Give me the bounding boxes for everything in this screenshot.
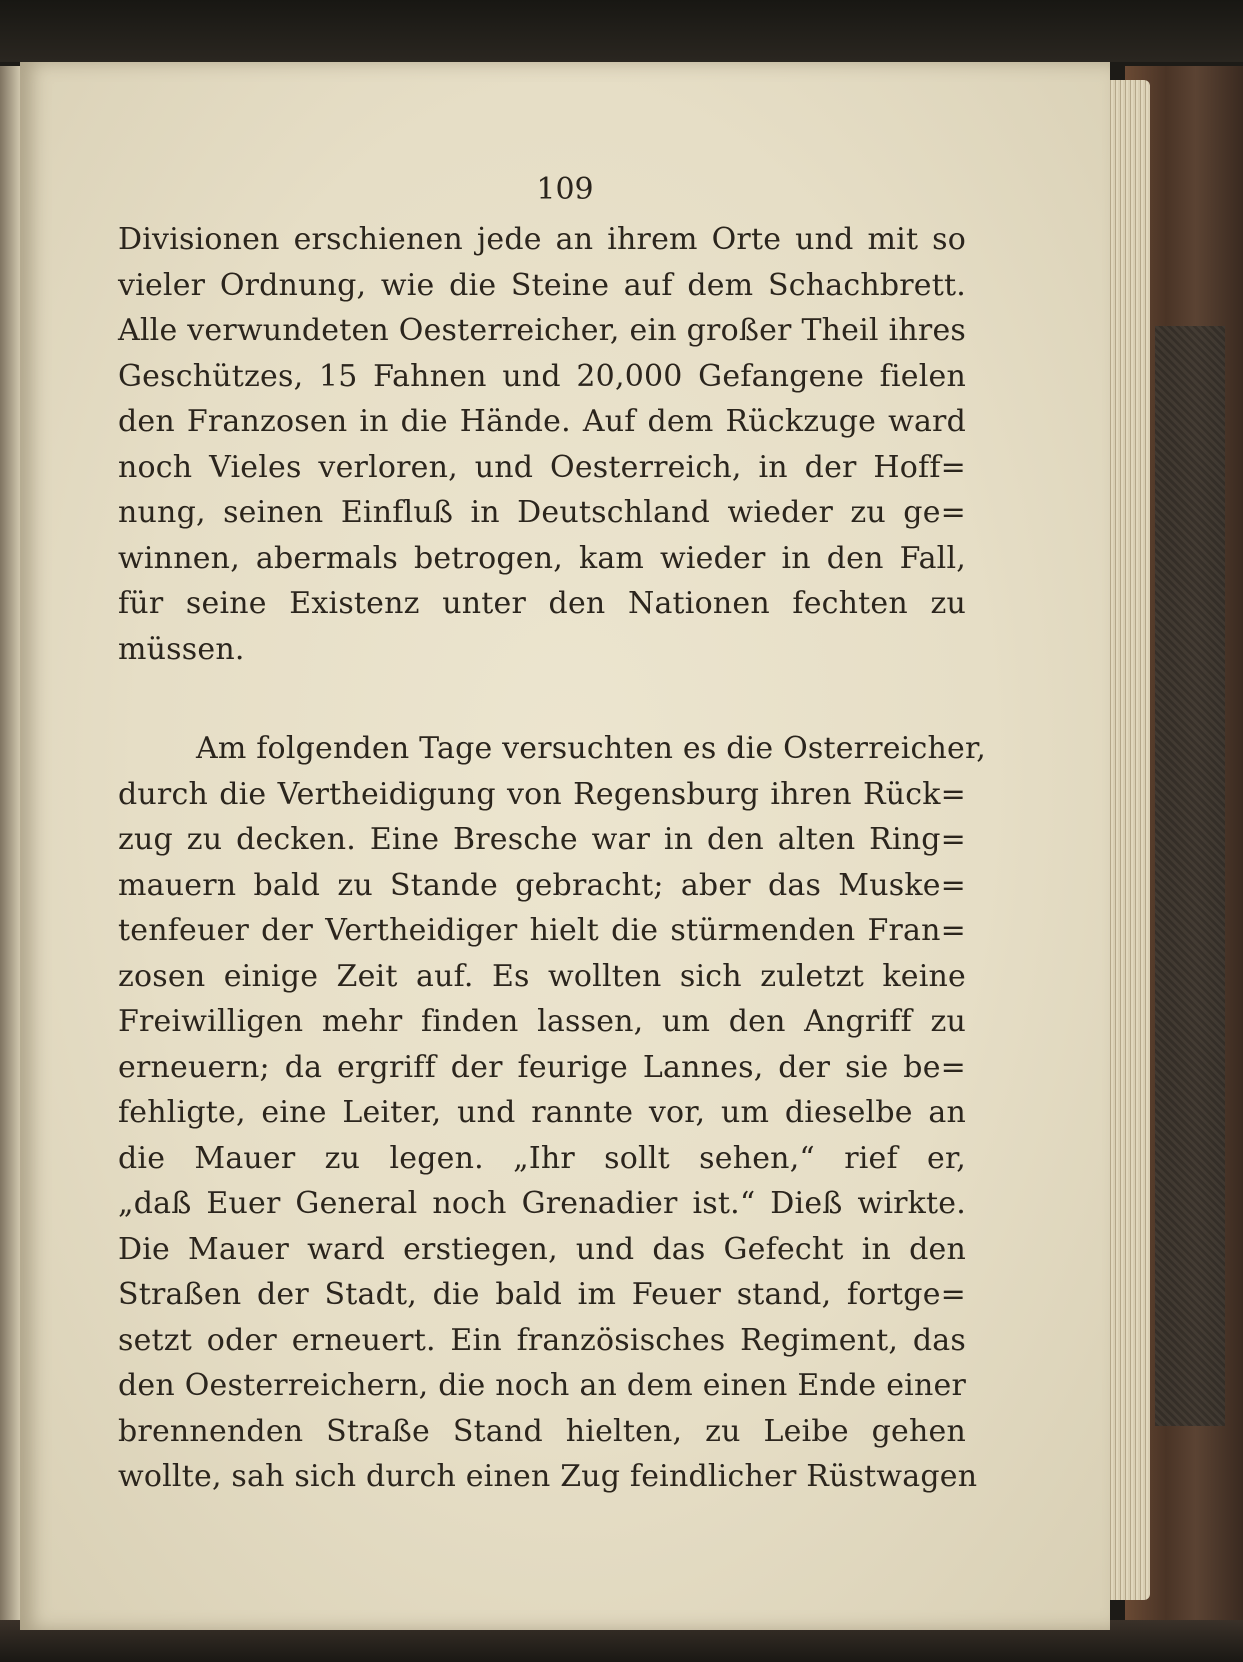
text-line: fehligte, eine Leiter, und rannte vor, um dieselbe an	[118, 1095, 966, 1130]
text-line: zosen einige Zeit auf. Es wollten sich zuletzt keine	[118, 958, 966, 994]
text-line: Freiwilligen mehr finden lassen, um den Angriff zu	[118, 1004, 966, 1039]
book-page	[20, 62, 1110, 1630]
text-line: Alle verwundeten Oesterreicher, ein großer Theil ihres	[118, 313, 966, 348]
text-line: Straßen der Stadt, die bald im Feuer stand, fortge=	[118, 1277, 966, 1312]
text-line: noch Vieles verloren, und Oesterreich, in der Hoff=	[118, 449, 966, 485]
paragraph-1	[118, 217, 966, 672]
text-line: Geschützes, 15 Fahnen und 20,000 Gefangene fielen	[118, 358, 966, 394]
text-line: „daß Euer General noch Grenadier ist.“ Dieß wirkte.	[118, 1186, 966, 1221]
facing-page-edge	[0, 66, 21, 1626]
text-line: zug zu decken. Eine Bresche war in den alten Ring=	[118, 822, 966, 857]
text-line: die Mauer zu legen. „Ihr sollt sehen,“ rief er,	[118, 1140, 966, 1176]
text-line: tenfeuer der Vertheidiger hielt die stürmenden Fran=	[118, 913, 966, 948]
text-line: nung, seinen Einfluß in Deutschland wieder zu ge=	[118, 495, 966, 530]
page-number: 109	[536, 172, 594, 207]
text-line: Divisionen erschienen jede an ihrem Orte und mit so	[118, 222, 966, 257]
text-line: Am folgenden Tage versuchten es die Osterreicher,	[196, 731, 986, 766]
text-line: durch die Vertheidigung von Regensburg ihren Rück=	[118, 776, 966, 812]
text-line: Die Mauer ward erstiegen, und das Gefecht in den	[118, 1231, 966, 1267]
text-line: wollte, sah sich durch einen Zug feindlicher Rüstwagen	[118, 1459, 978, 1494]
paragraph-gap	[118, 672, 966, 726]
page-edges	[1108, 80, 1150, 1600]
text-line: setzt oder erneuert. Ein französisches Regiment, das	[118, 1322, 966, 1358]
text-line: mauern bald zu Stande gebracht; aber das Muske=	[118, 867, 966, 903]
text-line: den Oesterreichern, die noch an dem einen Ende einer	[118, 1368, 966, 1403]
text-line: brennenden Straße Stand hielten, zu Leibe gehen	[118, 1413, 966, 1449]
text-line: müssen.	[118, 631, 245, 667]
binding-top-edge	[0, 0, 1243, 62]
text-line: winnen, abermals betrogen, kam wieder in den Fall,	[118, 540, 966, 576]
text-line: für seine Existenz unter den Nationen fechten zu	[118, 586, 966, 621]
text-line: erneuern; da ergriff der feurige Lannes, der sie be=	[118, 1049, 966, 1085]
text-line: vieler Ordnung, wie die Steine auf dem Schachbrett.	[118, 267, 966, 303]
paragraph-2	[118, 726, 986, 1500]
text-line: den Franzosen in die Hände. Auf dem Rückzuge ward	[118, 404, 966, 439]
page-text	[118, 217, 986, 1500]
